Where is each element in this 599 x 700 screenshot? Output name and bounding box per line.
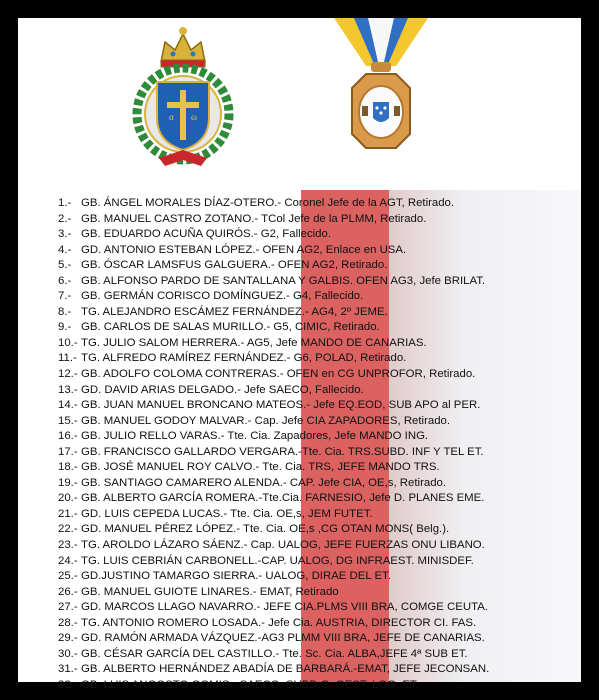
list-item	[58, 678, 578, 694]
item-text: GD. ANTONIO ESTEBAN LÓPEZ.- OFEN AG2, Enlace en USA.	[81, 243, 407, 256]
item-number: 24.-	[58, 554, 78, 567]
list-item	[58, 351, 578, 367]
list-item	[58, 383, 578, 399]
item-number: 21.-	[58, 507, 78, 520]
list-item	[58, 554, 578, 570]
list-item	[58, 258, 578, 274]
list-item	[58, 212, 578, 228]
list-item	[58, 647, 578, 663]
item-number: 29.-	[58, 632, 78, 645]
item-number: 2.-	[58, 212, 72, 225]
list-item	[58, 196, 578, 212]
item-number: 11.-	[58, 352, 77, 365]
item-number: 14.-	[58, 399, 78, 412]
item-text: GB. ÓSCAR LAMSFUS GALGUERA.- OFEN AG2, Retirado.	[81, 259, 388, 272]
item-number: 23.-	[58, 539, 78, 552]
list-item	[58, 320, 578, 336]
item-text: GB. ALBERTO HERNÁNDEZ ABADÍA DE BARBARÁ.-EMAT, JEFE JECONSAN.	[81, 663, 490, 676]
item-number: 16.-	[58, 430, 78, 443]
item-number: 10.-	[58, 336, 78, 349]
item-text: TG. AROLDO LÁZARO SÁENZ.- Cap. UALOG, JEFE FUERZAS ONU LIBANO.	[81, 539, 485, 552]
item-number: 4.-	[58, 243, 72, 256]
item-number: 12.-	[58, 368, 78, 381]
item-text: GD. RAMÓN ARMADA VÁZQUEZ.-AG3 PLMM VIII BRA, JEFE DE CANARIAS.	[81, 632, 485, 645]
list-item	[58, 227, 578, 243]
list-item	[58, 507, 578, 523]
item-number: 3.-	[58, 228, 72, 241]
list-item	[58, 243, 578, 259]
item-number: 6.-	[58, 274, 72, 287]
item-number: 17.-	[58, 445, 78, 458]
item-text: GB. CÉSAR GARCÍA DEL CASTILLO.- Tte. Sc. Cia. ALBA,JEFE 4ª SUB ET.	[81, 647, 468, 660]
item-text: TG. ALEJANDRO ESCÁMEZ FERNÁNDEZ.- AG4, 2º JEME.	[81, 305, 388, 318]
item-text: GD. MANUEL PÉREZ LÓPEZ.- Tte. Cia. OE,s ,CG OTAN MONS( Belg.).	[81, 523, 450, 536]
item-number: 26.-	[58, 585, 78, 598]
item-number: 7.-	[58, 290, 72, 303]
list-item	[58, 569, 578, 585]
item-text: GD. DAVID ARIAS DELGADO.- Jefe SAECO, Fallecido.	[81, 383, 364, 396]
list-item	[58, 585, 578, 601]
item-text: TG. ALFREDO RAMÍREZ FERNÁNDEZ.- G6, POLAD, Retirado.	[81, 352, 407, 365]
item-text: GB. EDUARDO ACUÑA QUIRÓS.- G2, Fallecido.	[81, 228, 332, 241]
item-text: GB. MANUEL CASTRO ZOTANO.- TCol Jefe de la PLMM, Retirado.	[81, 212, 427, 225]
svg-text:ω: ω	[191, 112, 197, 122]
list-item	[58, 662, 578, 678]
medal-icon	[326, 18, 436, 168]
item-text: GD. MARCOS LLAGO NAVARRO.- JEFE CIA.PLMS VIII BRA, COMGE CEUTA.	[81, 601, 488, 614]
list-item	[58, 398, 578, 414]
list-item	[58, 414, 578, 430]
item-text: GB. JULIO RELLO VARAS.- Tte. Cia. Zapadores, Jefe MANDO ING.	[81, 430, 429, 443]
list-item	[58, 274, 578, 290]
item-number: 18.-	[58, 461, 78, 474]
list-item	[58, 367, 578, 383]
item-number: 13.-	[58, 383, 78, 396]
item-text: GB. JUAN MANUEL BRONCANO MATEOS.- Jefe EQ.EOD, SUB APO al PER.	[81, 399, 481, 412]
item-text: TG. JULIO SALOM HERRERA.- AG5, Jefe MANDO DE CANARIAS.	[81, 336, 427, 349]
list-item	[58, 522, 578, 538]
item-text: TG. ANTONIO ROMERO LOSADA.- Jefe Cia. AUSTRIA, DIRECTOR CI. FAS.	[81, 616, 477, 629]
item-number: 5.-	[58, 259, 72, 272]
item-text: GB. SANTIAGO CAMARERO ALENDA.- CAP. Jefe CIA, OE,s, Retirado.	[81, 476, 447, 489]
item-text: TG. LUIS CEBRIÁN CARBONELL.-CAP. UALOG, DG INFRAEST. MINISDEF.	[81, 554, 474, 567]
item-text: GB. JOSÉ MANUEL ROY CALVO.- Tte. Cia. TRS, JEFE MANDO TRS.	[81, 461, 440, 474]
generals-list	[58, 196, 578, 694]
item-text: GB. LUIS ANGOSTO GOMIS.- SAECO, SUBD.G. GEST. LOG. ET.	[81, 678, 419, 691]
item-text: GB. CARLOS DE SALAS MURILLO.- G5, CIMIC, Retirado.	[81, 321, 380, 334]
list-item	[58, 631, 578, 647]
item-number: 19.-	[58, 476, 78, 489]
item-text: GB. ÁNGEL MORALES DÍAZ-OTERO.- Coronel Jefe de la AGT, Retirado.	[81, 197, 455, 209]
item-text: GD.JUSTINO TAMARGO SIERRA.- UALOG, DIRAE DEL ET.	[81, 570, 391, 583]
item-number: 30.-	[58, 647, 78, 660]
item-text: GB. ALFONSO PARDO DE SANTALLANA Y GALBIS. OFEN AG3, Jefe BRILAT.	[81, 274, 486, 287]
item-number: 9.-	[58, 321, 72, 334]
list-item	[58, 429, 578, 445]
list-item	[58, 476, 578, 492]
item-number: 22.-	[58, 523, 78, 536]
item-number: 31.-	[58, 663, 78, 676]
item-text: GD. LUIS CEPEDA LUCAS.- Tte. Cia. OE,s, JEM FUTET.	[81, 507, 373, 520]
list-item	[58, 336, 578, 352]
item-number: 20.-	[58, 492, 78, 505]
item-text: GB. ALBERTO GARCÍA ROMERA.-Tte.Cia. FARNESIO, Jefe D. PLANES EME.	[81, 492, 485, 505]
list-item	[58, 538, 578, 554]
coat-of-arms-icon	[123, 20, 243, 170]
item-text: GB. ADOLFO COLOMA CONTRERAS.- OFEN en CG UNPROFOR, Retirado.	[81, 368, 476, 381]
item-number: 1.-	[58, 197, 72, 209]
list-item	[58, 445, 578, 461]
item-text: GB. GERMÁN CORISCO DOMÍNGUEZ.- G4, Fallecido.	[81, 290, 364, 303]
item-number: 32.-	[58, 678, 78, 691]
list-item	[58, 289, 578, 305]
list-item	[58, 305, 578, 321]
item-number: 28.-	[58, 616, 78, 629]
item-number: 27.-	[58, 601, 78, 614]
list-item	[58, 616, 578, 632]
list-item	[58, 491, 578, 507]
list-item	[58, 460, 578, 476]
svg-text:α: α	[169, 112, 174, 122]
document-frame	[18, 18, 581, 691]
item-text: GB. MANUEL GODOY MALVAR.- Cap. Jefe CIA ZAPADORES, Retirado.	[81, 414, 451, 427]
item-number: 8.-	[58, 305, 72, 318]
list-item	[58, 600, 578, 616]
item-number: 25.-	[58, 570, 78, 583]
item-number: 15.-	[58, 414, 78, 427]
item-text: GB. FRANCISCO GALLARDO VERGARA.-Tte. Cia. TRS.SUBD. INF Y TEL ET.	[81, 445, 484, 458]
item-text: GB. MANUEL GUIOTE LINARES.- EMAT, Retirado	[81, 585, 339, 598]
